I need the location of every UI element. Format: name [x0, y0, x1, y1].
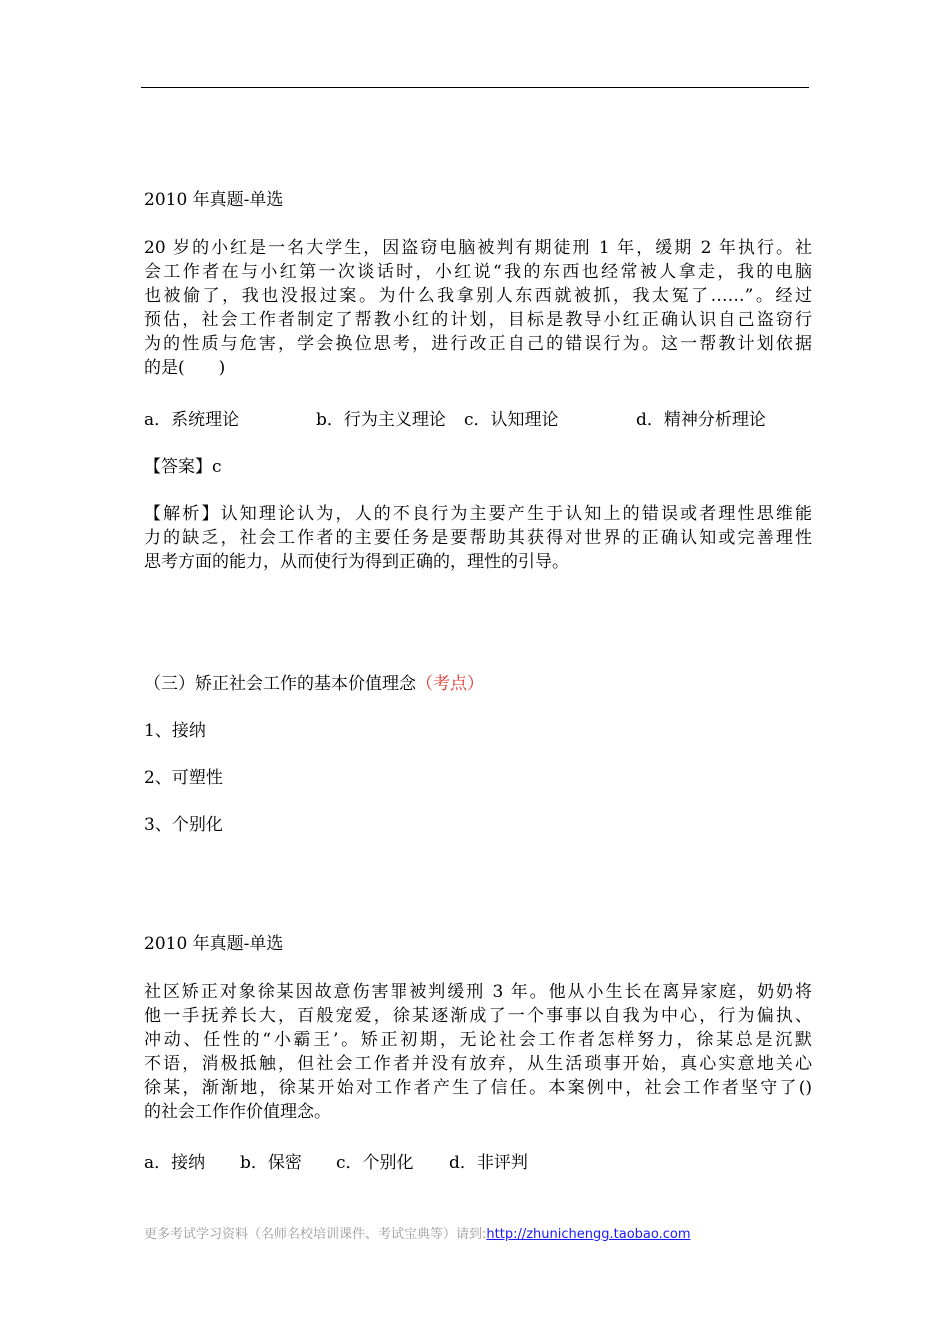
- section-heading: [144, 672, 812, 696]
- footer-text: 更多考试学习资料（名师名校培训课件、考试宝典等）请到:: [144, 1227, 487, 1242]
- question-1-analysis: [144, 502, 812, 574]
- question-2-text: [144, 980, 812, 1124]
- option-d: d．非评判: [449, 1153, 528, 1173]
- footer-link[interactable]: http://zhunichengg.taobao.com: [486, 1227, 691, 1242]
- option-c: c．认知理论: [464, 410, 559, 430]
- question-2-line: 冲动、任性的“小霸王’。矫正初期，无论社会工作者怎样努力，徐某总是沉默: [144, 1030, 812, 1050]
- option-b: b．保密: [240, 1153, 302, 1173]
- option-a: a．系统理论: [144, 410, 240, 430]
- question-1-line: 会工作者在与小红第一次谈话时，小红说“我的东西也经常被人拿走，我的电脑: [144, 262, 812, 282]
- analysis-line: 力的缺乏，社会工作者的主要任务是要帮助其获得对世界的正确认知或完善理性: [144, 528, 812, 548]
- option-d: d．精神分析理论: [636, 410, 766, 430]
- question-2-line: 不语，消极抵触，但社会工作者并没有放弃，从生活琐事开始，真心实意地关心: [144, 1054, 812, 1074]
- question-2-options: [144, 1151, 812, 1175]
- header-rule: [141, 87, 809, 88]
- value-item: 1、接纳: [144, 721, 206, 741]
- value-item: 3、个别化: [144, 815, 223, 835]
- question-1-line: 的是( ): [144, 358, 226, 378]
- section-heading-text: （三）矫正社会工作的基本价值理念: [144, 674, 416, 694]
- question-1-line: 预估，社会工作者制定了帮教小红的计划，目标是教导小红正确认识自己盗窃行: [144, 310, 812, 330]
- question-2-line: 的社会工作作价值理念。: [144, 1102, 331, 1122]
- question-1-line: 20 岁的小红是一名大学生，因盗窃电脑被判有期徒刑 1 年，缓期 2 年执行。社: [144, 238, 812, 258]
- question-2-line: 社区矫正对象徐某因故意伤害罪被判缓刑 3 年。他从小生长在离异家庭，奶奶将: [144, 982, 812, 1002]
- exam-point-tag: （考点）: [416, 674, 484, 694]
- question-2-line: 他一手抚养长大，百般宠爱，徐某逐渐成了一个事事以自我为中心，行为偏执、: [144, 1006, 812, 1026]
- analysis-line: 思考方面的能力，从而使行为得到正确的，理性的引导。: [144, 552, 569, 572]
- question-1-options: [144, 408, 812, 432]
- footer: [144, 1226, 691, 1244]
- question-1-answer: 【答案】c: [144, 457, 222, 477]
- question-1-text: [144, 236, 812, 380]
- value-item: 2、可塑性: [144, 768, 223, 788]
- option-a: a．接纳: [144, 1153, 206, 1173]
- question-1-title: 2010 年真题-单选: [144, 190, 284, 210]
- option-b: b．行为主义理论: [316, 410, 446, 430]
- question-2-title: 2010 年真题-单选: [144, 934, 284, 954]
- question-1-line: 为的性质与危害，学会换位思考，进行改正自己的错误行为。这一帮教计划依据: [144, 334, 812, 354]
- question-2-line: 徐某，渐渐地，徐某开始对工作者产生了信任。本案例中，社会工作者坚守了(): [144, 1078, 812, 1098]
- analysis-line: 【解析】认知理论认为，人的不良行为主要产生于认知上的错误或者理性思维能: [144, 504, 812, 524]
- question-1-line: 也被偷了，我也没报过案。为什么我拿别人东西就被抓，我太冤了……”。经过: [144, 286, 812, 306]
- option-c: c．个别化: [336, 1153, 414, 1173]
